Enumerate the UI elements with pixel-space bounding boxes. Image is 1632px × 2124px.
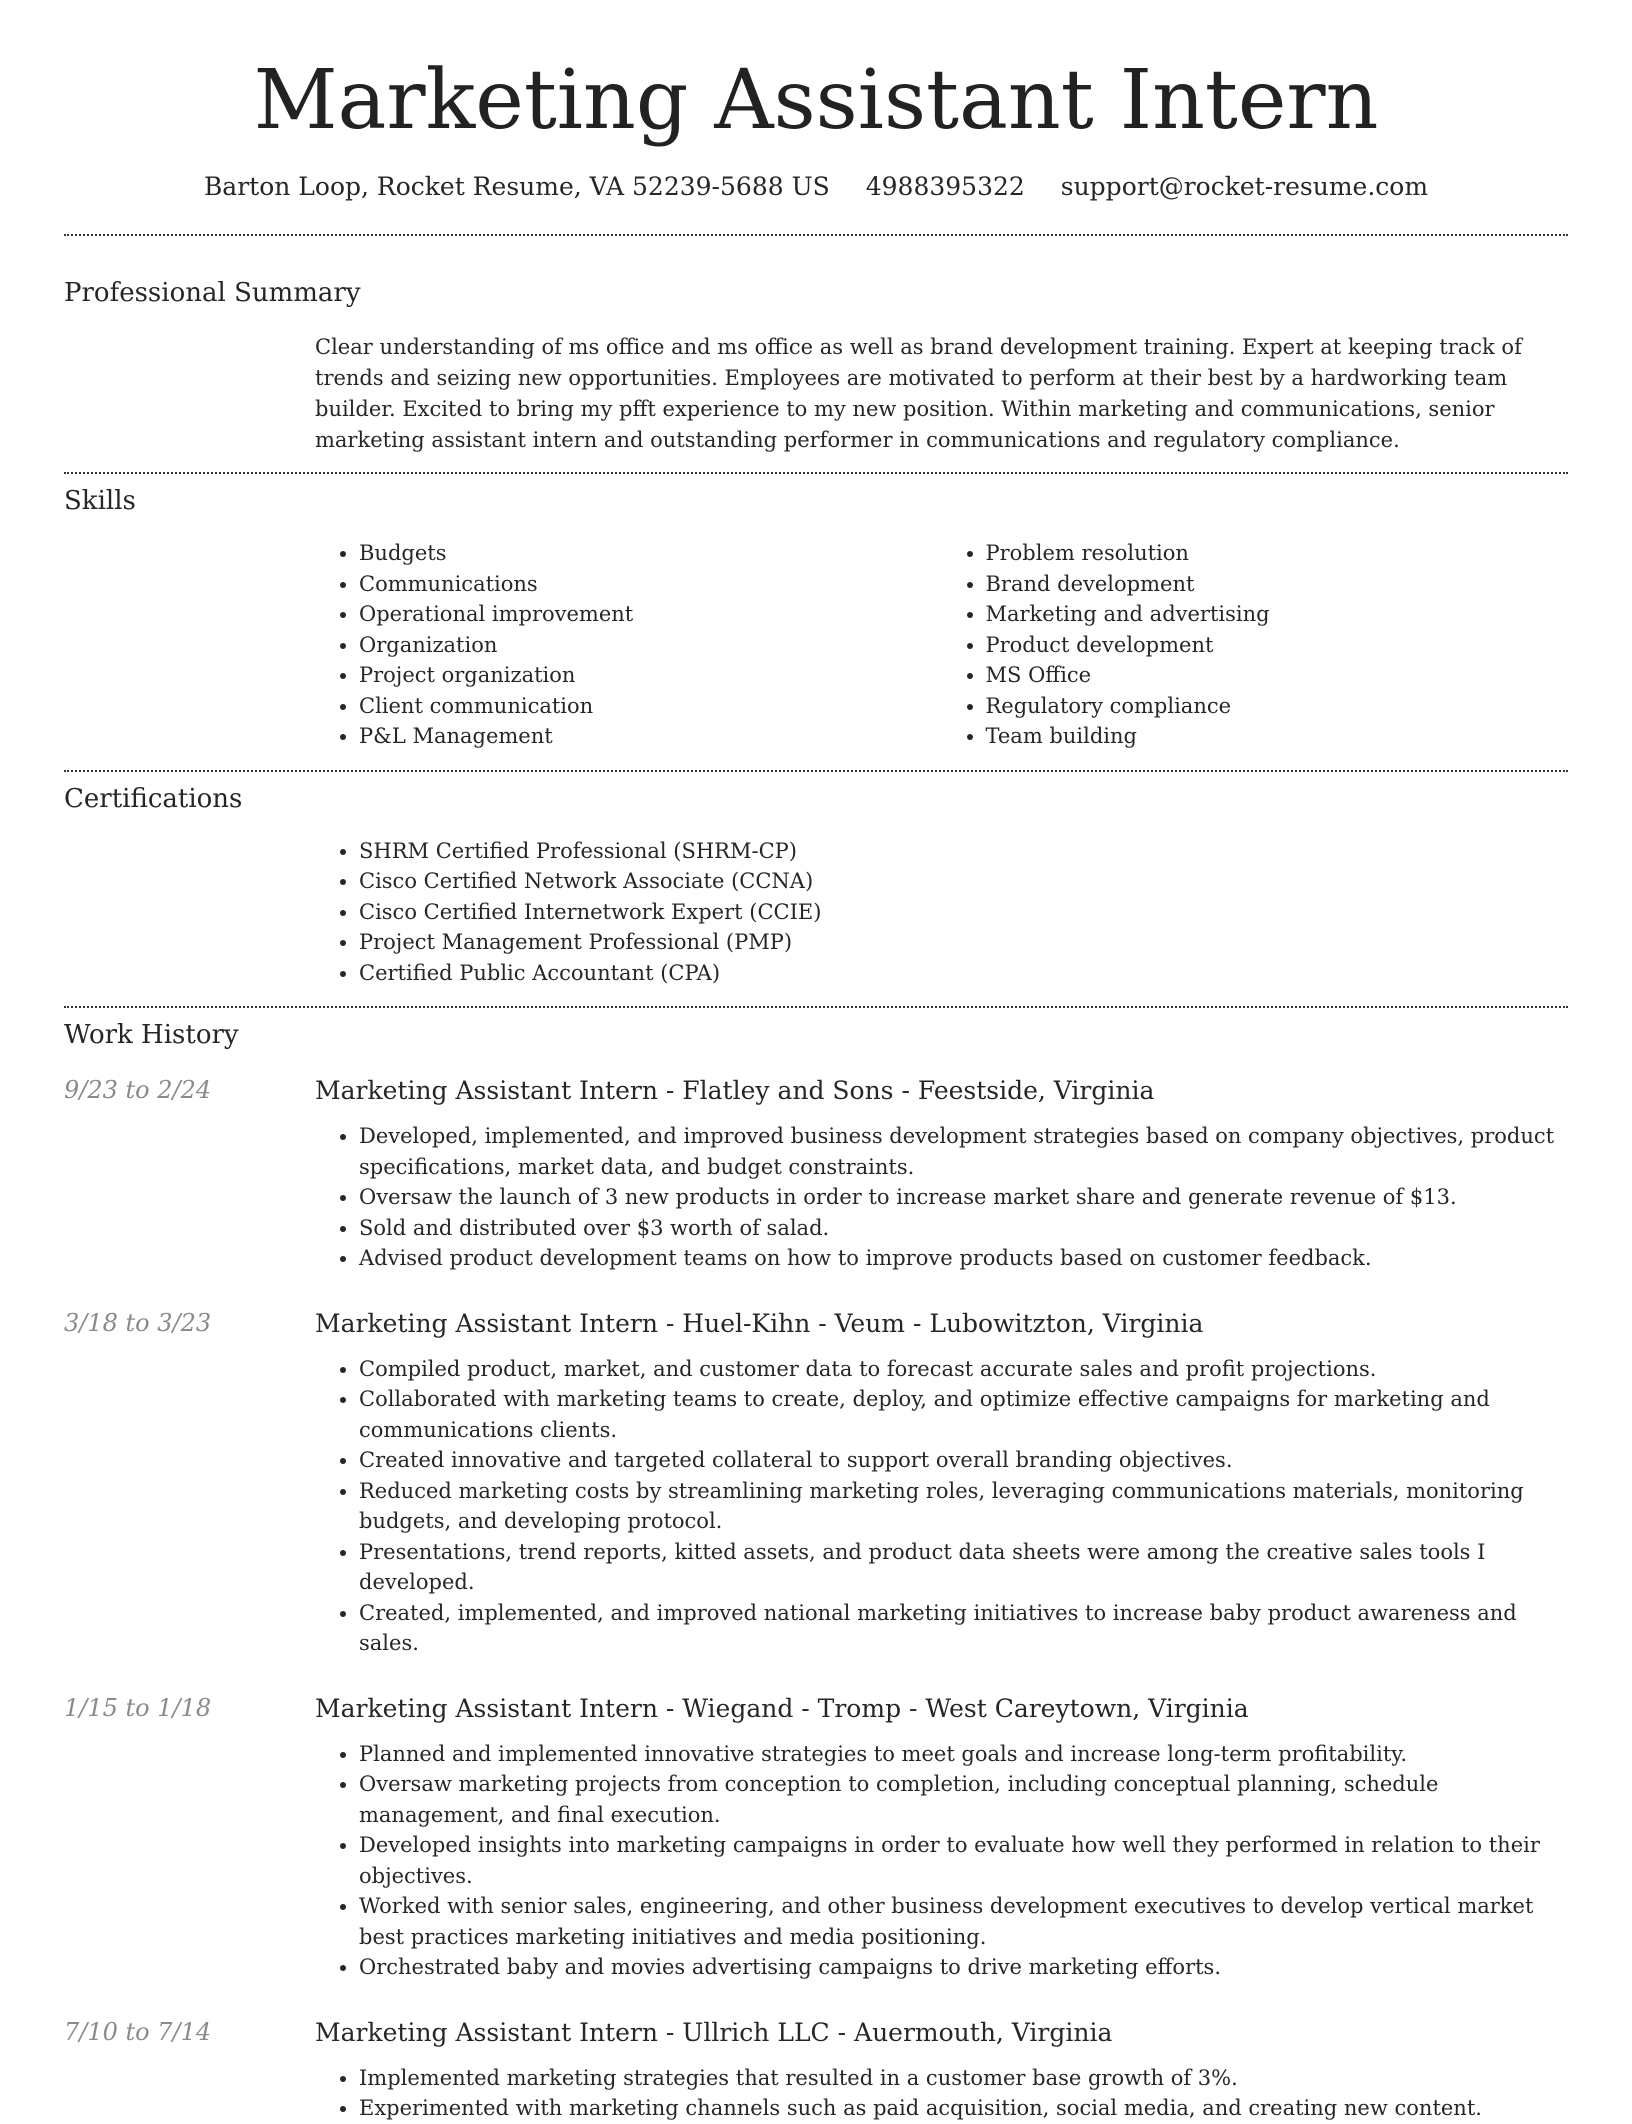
job-bullet: • Orchestrated baby and movies advertising campaigns to drive marketing efforts. xyxy=(359,1952,1568,1983)
job-bullets xyxy=(315,1354,1568,1659)
list-item: • Organization xyxy=(359,630,942,661)
job-bullet: • Worked with senior sales, engineering, and other business development executives to develop vertical market best practices marketing initiatives and media positioning. xyxy=(359,1891,1568,1952)
contact-phone: 4988395322 xyxy=(865,172,1025,201)
skills-list-left xyxy=(315,538,942,752)
job-date: 7/10 to 7/14 xyxy=(64,2017,212,2046)
divider xyxy=(64,472,1568,474)
job-bullet: • Experimented with marketing channels such as paid acquisition, social media, and creating new content. xyxy=(359,2093,1568,2124)
list-item: • Client communication xyxy=(359,691,942,722)
list-item: • Budgets xyxy=(359,538,942,569)
job-bullet: • Oversaw the launch of 3 new products in order to increase market share and generate revenue of $13. xyxy=(359,1182,1568,1213)
job-entry xyxy=(64,1309,1568,1659)
job-bullet: • Compiled product, market, and customer data to forecast accurate sales and profit projections. xyxy=(359,1354,1568,1385)
skills-grid xyxy=(315,538,1568,752)
list-item: • Cisco Certified Network Associate (CCNA) xyxy=(359,866,1568,897)
job-bullet: • Presentations, trend reports, kitted assets, and product data sheets were among the creative sales tools I developed. xyxy=(359,1537,1568,1598)
list-item: • Cisco Certified Internetwork Expert (CCIE) xyxy=(359,897,1568,928)
job-entry xyxy=(64,2018,1568,2124)
summary-title: Professional Summary xyxy=(64,278,361,308)
list-item: • SHRM Certified Professional (SHRM-CP) xyxy=(359,836,1568,867)
job-bullets xyxy=(315,1739,1568,1983)
job-date: 1/15 to 1/18 xyxy=(64,1693,212,1722)
list-item: • Regulatory compliance xyxy=(986,691,1569,722)
job-bullet: • Advised product development teams on how to improve products based on customer feedback. xyxy=(359,1243,1568,1274)
jobs-list xyxy=(64,1076,1568,2124)
job-title: Marketing Assistant Intern - Wiegand - Tromp - West Careytown, Virginia xyxy=(315,1693,1249,1723)
contact-address: Barton Loop, Rocket Resume, VA 52239-5688 US xyxy=(203,172,830,201)
job-entry xyxy=(64,1694,1568,1983)
divider xyxy=(64,1006,1568,1008)
job-body xyxy=(315,1076,1568,1274)
list-item: • Product development xyxy=(986,630,1569,661)
skills-title: Skills xyxy=(64,486,136,516)
job-bullet: • Collaborated with marketing teams to create, deploy, and optimize effective campaigns for marketing and communications clients. xyxy=(359,1384,1568,1445)
job-body xyxy=(315,2018,1568,2124)
job-bullet: • Created, implemented, and improved national marketing initiatives to increase baby product awareness and sales. xyxy=(359,1598,1568,1659)
job-bullets xyxy=(315,2063,1568,2124)
job-bullet: • Developed, implemented, and improved business development strategies based on company objectives, product specifications, market data, and budget constraints. xyxy=(359,1121,1568,1182)
work-section xyxy=(64,1020,1568,2124)
list-item: • P&L Management xyxy=(359,721,942,752)
certifications-list xyxy=(315,836,1568,989)
job-bullet: • Developed insights into marketing campaigns in order to evaluate how well they performed in relation to their objectives. xyxy=(359,1830,1568,1891)
job-bullet: • Sold and distributed over $3 worth of salad. xyxy=(359,1213,1568,1244)
list-item: • Operational improvement xyxy=(359,599,942,630)
list-item: • MS Office xyxy=(986,660,1569,691)
resume-name: Marketing Assistant Intern xyxy=(253,53,1379,148)
job-bullet: • Reduced marketing costs by streamlining marketing roles, leveraging communications materials, monitoring budgets, and developing protocol. xyxy=(359,1476,1568,1537)
list-item: • Marketing and advertising xyxy=(986,599,1569,630)
contact-email: support@rocket-resume.com xyxy=(1060,172,1429,201)
job-title: Marketing Assistant Intern - Ullrich LLC - Auermouth, Virginia xyxy=(315,2017,1113,2047)
list-item: • Project Management Professional (PMP) xyxy=(359,927,1568,958)
list-item: • Brand development xyxy=(986,569,1569,600)
job-date: 9/23 to 2/24 xyxy=(64,1076,212,1104)
certifications-section xyxy=(64,784,1568,989)
job-body xyxy=(315,1309,1568,1659)
job-title: Marketing Assistant Intern - Flatley and Sons - Feestside, Virginia xyxy=(315,1076,1155,1105)
job-title: Marketing Assistant Intern - Huel-Kihn - Veum - Lubowitzton, Virginia xyxy=(315,1308,1204,1338)
job-entry xyxy=(64,1076,1568,1274)
job-bullets xyxy=(315,1121,1568,1274)
certifications-title: Certifications xyxy=(64,783,243,814)
job-bullet: • Oversaw marketing projects from conception to completion, including conceptual planning, schedule management, and final execution. xyxy=(359,1769,1568,1830)
skills-list-right xyxy=(942,538,1569,752)
summary-section xyxy=(64,278,1568,456)
job-body xyxy=(315,1694,1568,1983)
contact-line xyxy=(64,172,1568,201)
divider xyxy=(64,234,1568,236)
divider xyxy=(64,770,1568,772)
work-title: Work History xyxy=(64,1020,239,1050)
job-bullet: • Implemented marketing strategies that resulted in a customer base growth of 3%. xyxy=(359,2063,1568,2094)
certifications-content xyxy=(315,836,1568,989)
list-item: • Certified Public Accountant (CPA) xyxy=(359,958,1568,989)
job-date: 3/18 to 3/23 xyxy=(64,1308,212,1337)
job-bullet: • Planned and implemented innovative strategies to meet goals and increase long-term profitability. xyxy=(359,1739,1568,1770)
summary-text: Clear understanding of ms office and ms office as well as brand development training. Expert at keeping track of trends and seizing new opportunities. Employees are motivated to perform at their best by a hardworking team builder. Excited to bring my pfft experience to my new position. Within marketing and communications, senior marketing assistant intern and outstanding performer in communications and regulatory compliance. xyxy=(315,335,1522,452)
list-item: • Problem resolution xyxy=(986,538,1569,569)
resume-page xyxy=(64,0,1568,2124)
list-item: • Project organization xyxy=(359,660,942,691)
skills-section xyxy=(64,486,1568,752)
list-item: • Team building xyxy=(986,721,1569,752)
list-item: • Communications xyxy=(359,569,942,600)
job-bullet: • Created innovative and targeted collateral to support overall branding objectives. xyxy=(359,1445,1568,1476)
